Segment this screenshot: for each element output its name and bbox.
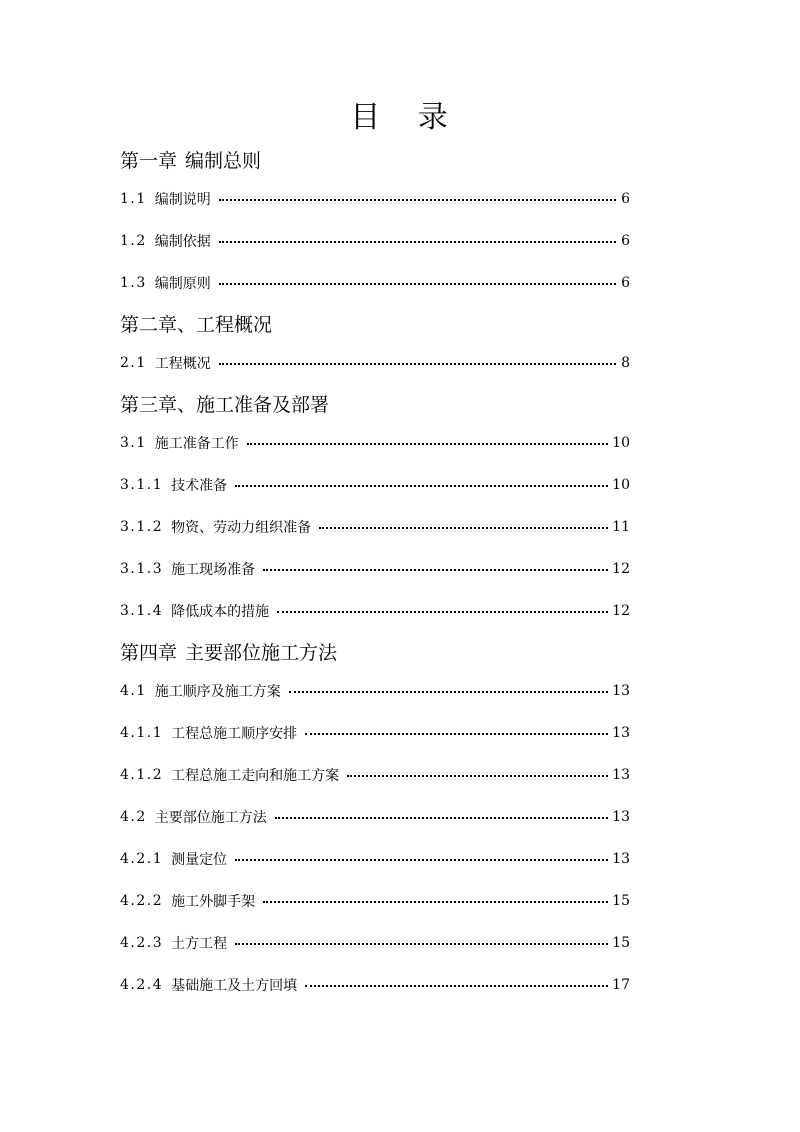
dot-leader [219,283,616,285]
dot-leader [275,817,608,819]
dot-leader [277,611,608,613]
entry-title: 物资、劳动力组织准备 [171,520,312,536]
entry-page: 15 [612,935,630,951]
entry-number: 1.1 [120,191,147,207]
chapter-title: 施工准备及部署 [196,393,330,416]
entry-page: 11 [612,519,630,535]
entry-page: 6 [621,233,630,249]
entry-number: 3.1.4 [120,603,164,619]
chapter-label: 第一章 [120,149,178,172]
dot-leader [235,943,608,945]
entry-number: 4.2.2 [120,893,164,909]
entry-title: 施工现场准备 [171,562,256,578]
toc-entry [120,838,630,880]
dot-leader [247,443,608,445]
dot-leader [263,569,608,571]
toc-entry [120,548,630,590]
entry-title: 施工准备工作 [154,436,239,452]
entry-number: 1.3 [120,275,147,291]
chapter-heading [120,140,630,178]
entry-page: 10 [612,435,630,451]
toc-entry [120,422,630,464]
toc-entry [120,922,630,964]
entry-page: 17 [612,977,630,993]
chapter-title: 工程概况 [196,313,273,336]
toc-entry [120,754,630,796]
entry-title: 编制原则 [154,276,211,292]
entry-title: 编制依据 [154,234,211,250]
entry-number: 3.1.3 [120,561,164,577]
entry-page: 13 [612,725,630,741]
entry-page: 12 [612,603,630,619]
chapter-label: 第三章、 [120,393,197,416]
entry-title: 降低成本的措施 [171,604,270,620]
entry-title: 基础施工及土方回填 [171,978,298,994]
entry-page: 12 [612,561,630,577]
dot-leader [235,859,608,861]
entry-title: 土方工程 [171,936,228,952]
chapter-label: 第四章 [120,641,178,664]
dot-leader [235,485,608,487]
entry-title: 工程概况 [154,356,211,372]
entry-page: 13 [612,767,630,783]
entry-page: 8 [621,355,630,371]
chapter-heading [120,384,630,422]
toc-entry [120,670,630,712]
entry-number: 4.2.1 [120,851,164,867]
toc-entry [120,178,630,220]
entry-title: 施工外脚手架 [171,894,256,910]
entry-title: 技术准备 [171,478,228,494]
entry-number: 3.1.2 [120,519,164,535]
entry-title: 工程总施工走向和施工方案 [171,768,340,784]
entry-title: 测量定位 [171,852,228,868]
entry-page: 13 [612,683,630,699]
toc-entry [120,964,630,1006]
chapter-label: 第二章、 [120,313,197,336]
entry-page: 6 [621,275,630,291]
entry-page: 6 [621,191,630,207]
dot-leader [305,985,608,987]
toc-entry [120,880,630,922]
toc-entry [120,262,630,304]
entry-page: 10 [612,477,630,493]
entry-number: 4.2.4 [120,977,164,993]
entry-number: 3.1.1 [120,477,164,493]
toc-entry [120,464,630,506]
chapter-title: 编制总则 [185,149,262,172]
entry-number: 4.1.1 [120,725,164,741]
dot-leader [263,901,608,903]
toc-entry [120,712,630,754]
entry-number: 4.2 [120,809,147,825]
chapter-title: 主要部位施工方法 [185,641,338,664]
dot-leader [219,241,616,243]
toc-entry [120,220,630,262]
toc-title: 目 录 [350,100,462,135]
entry-page: 13 [612,851,630,867]
entry-number: 4.2.3 [120,935,164,951]
chapter-heading [120,632,630,670]
toc-entry [120,796,630,838]
dot-leader [289,691,608,693]
toc-entry [120,590,630,632]
toc-entry [120,342,630,384]
entry-title: 工程总施工顺序安排 [171,726,298,742]
entry-title: 编制说明 [154,192,211,208]
dot-leader [219,363,616,365]
entry-number: 3.1 [120,435,147,451]
entry-number: 2.1 [120,355,147,371]
entry-page: 15 [612,893,630,909]
toc-list [120,140,630,1006]
entry-page: 13 [612,809,630,825]
entry-number: 4.1.2 [120,767,164,783]
entry-number: 4.1 [120,683,147,699]
chapter-heading [120,304,630,342]
dot-leader [319,527,608,529]
dot-leader [305,733,608,735]
entry-number: 1.2 [120,233,147,249]
toc-entry [120,506,630,548]
dot-leader [219,199,616,201]
entry-title: 主要部位施工方法 [154,810,267,826]
entry-title: 施工顺序及施工方案 [154,684,281,700]
dot-leader [347,775,608,777]
